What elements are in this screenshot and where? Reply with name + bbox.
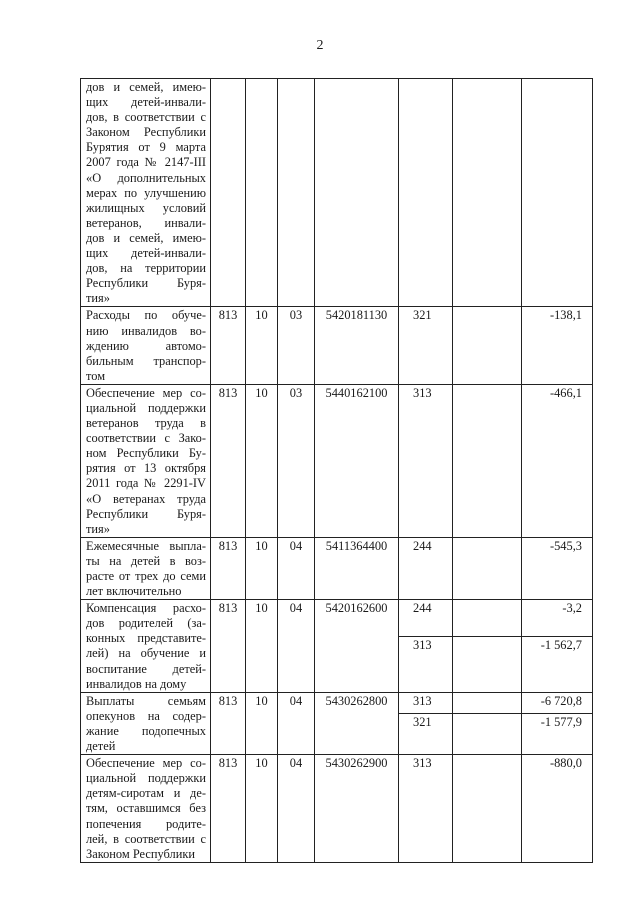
- description-line: циальной поддержки: [86, 771, 206, 786]
- expense-type-cell: 313: [399, 636, 453, 692]
- description-cell: [81, 384, 211, 537]
- description-line: рятия от 13 октября: [86, 461, 206, 476]
- subsection-code-cell: 04: [278, 537, 315, 599]
- amount-cell: -3,2: [522, 600, 593, 637]
- description-line: Республики Буря-: [86, 276, 206, 291]
- section-code-cell: 10: [246, 600, 278, 693]
- table-row: [81, 755, 593, 863]
- description-line: лей) на обучение и: [86, 646, 206, 661]
- table-row: [81, 600, 593, 637]
- blank-cell: [453, 755, 522, 863]
- expense-type-cell: 321: [399, 307, 453, 384]
- description-line: тям, оставшимся без: [86, 801, 206, 816]
- description-line: дов и семей, имею-: [86, 80, 206, 94]
- description-line: инвалидов на дому: [86, 676, 187, 691]
- blank-cell: [453, 692, 522, 714]
- description-line: 2011 года № 2291-IV: [86, 476, 206, 491]
- description-line: Бурятия от 9 марта: [86, 140, 206, 155]
- description-line: Расходы по обуче-: [86, 308, 206, 323]
- target-article-cell: 5420162600: [315, 600, 399, 693]
- amount-cell: -138,1: [522, 307, 593, 384]
- amount-cell: -545,3: [522, 537, 593, 599]
- description-line: мерах по улучшению: [86, 185, 206, 200]
- subsection-code-cell: 03: [278, 384, 315, 537]
- blank-cell: [453, 307, 522, 384]
- description-line: ветеранов, инвали-: [86, 215, 206, 230]
- target-article-cell: 5440162100: [315, 384, 399, 537]
- amount-cell: -880,0: [522, 755, 593, 863]
- description-cell: [81, 692, 211, 754]
- blank-cell: [453, 600, 522, 637]
- section-code-cell: 10: [246, 537, 278, 599]
- description-cell: [81, 755, 211, 863]
- description-line: жилищных условий: [86, 200, 206, 215]
- description-line: ном Республики Бу-: [86, 446, 206, 461]
- target-article-cell: 5420181130: [315, 307, 399, 384]
- description-line: конных представите-: [86, 631, 206, 646]
- description-line: дов, в соответствии с: [86, 110, 206, 125]
- description-line: лет включительно: [86, 584, 182, 599]
- description-line: воспитание детей-: [86, 661, 206, 676]
- description-line: Ежемесячные выпла-: [86, 538, 206, 553]
- description-cell: [81, 79, 211, 307]
- description-line: расте от трех до семи: [86, 569, 206, 583]
- amount-cell: [522, 79, 593, 307]
- section-code-cell: 10: [246, 307, 278, 384]
- target-article-cell: 5430262900: [315, 755, 399, 863]
- description-line: «О ветеранах труда: [86, 491, 206, 506]
- description-line: Обеспечение мер со-: [86, 385, 206, 400]
- description-line: детей: [86, 739, 116, 754]
- section-code-cell: 10: [246, 384, 278, 537]
- ministry-code-cell: 813: [211, 600, 246, 693]
- blank-cell: [453, 79, 522, 307]
- amount-cell: -6 720,8: [522, 692, 593, 714]
- amount-cell: -466,1: [522, 384, 593, 537]
- table-row: [81, 384, 593, 537]
- description-line: Выплаты семьям: [86, 693, 206, 708]
- description-cell: [81, 307, 211, 384]
- description-line: ждению автомо-: [86, 338, 206, 353]
- description-line: тия»: [86, 521, 110, 536]
- subsection-code-cell: 03: [278, 307, 315, 384]
- description-line: попечения родите-: [86, 816, 206, 831]
- blank-cell: [453, 714, 522, 755]
- expense-type-cell: 244: [399, 600, 453, 637]
- subsection-code-cell: 04: [278, 692, 315, 754]
- ministry-code-cell: 813: [211, 537, 246, 599]
- section-code-cell: 10: [246, 692, 278, 754]
- expense-type-cell: 244: [399, 537, 453, 599]
- description-line: нию инвалидов во-: [86, 323, 206, 338]
- page-number: 2: [316, 38, 324, 53]
- description-line: 2007 года № 2147-III: [86, 155, 206, 170]
- ministry-code-cell: 813: [211, 384, 246, 537]
- description-line: «О дополнительных: [86, 170, 206, 185]
- expense-type-cell: 313: [399, 384, 453, 537]
- description-line: опекунов на содер-: [86, 708, 206, 723]
- description-line: дов родителей (за-: [86, 616, 206, 631]
- description-line: щих детей-инвали-: [86, 246, 206, 261]
- table-row: [81, 79, 593, 307]
- description-line: дов, на территории: [86, 261, 206, 276]
- blank-cell: [453, 537, 522, 599]
- description-line: Республики Буря-: [86, 506, 206, 521]
- ministry-code-cell: [211, 79, 246, 307]
- description-line: бильным транспор-: [86, 353, 206, 368]
- section-code-cell: 10: [246, 755, 278, 863]
- expense-type-cell: [399, 79, 453, 307]
- amount-cell: -1 562,7: [522, 636, 593, 692]
- description-line: ветеранов труда в: [86, 416, 206, 431]
- section-code-cell: [246, 79, 278, 307]
- subsection-code-cell: 04: [278, 600, 315, 693]
- description-line: Компенсация расхо-: [86, 601, 206, 616]
- description-line: щих детей-инвали-: [86, 95, 206, 110]
- description-line: тия»: [86, 291, 110, 306]
- description-line: Законом Республики: [86, 846, 195, 861]
- description-line: соответствии с Зако-: [86, 431, 206, 446]
- blank-cell: [453, 636, 522, 692]
- description-line: детям-сиротам и де-: [86, 786, 206, 801]
- description-line: дов и семей, имею-: [86, 230, 206, 245]
- expense-type-cell: 321: [399, 714, 453, 755]
- subsection-code-cell: 04: [278, 755, 315, 863]
- expense-type-cell: 313: [399, 692, 453, 714]
- description-line: циальной поддержки: [86, 400, 206, 415]
- description-line: Законом Республики: [86, 125, 206, 140]
- blank-cell: [453, 384, 522, 537]
- ministry-code-cell: 813: [211, 755, 246, 863]
- ministry-code-cell: 813: [211, 692, 246, 754]
- table-row: [81, 537, 593, 599]
- description-line: Обеспечение мер со-: [86, 756, 206, 771]
- description-line: жание подопечных: [86, 723, 206, 738]
- description-cell: [81, 600, 211, 693]
- amount-cell: -1 577,9: [522, 714, 593, 755]
- target-article-cell: [315, 79, 399, 307]
- description-line: ты на детей в воз-: [86, 553, 206, 568]
- description-line: лей, в соответствии с: [86, 831, 206, 846]
- expense-type-cell: 313: [399, 755, 453, 863]
- description-line: том: [86, 368, 106, 383]
- target-article-cell: 5411364400: [315, 537, 399, 599]
- description-cell: [81, 537, 211, 599]
- target-article-cell: 5430262800: [315, 692, 399, 754]
- ministry-code-cell: 813: [211, 307, 246, 384]
- subsection-code-cell: [278, 79, 315, 307]
- table-row: [81, 307, 593, 384]
- table-row: [81, 692, 593, 714]
- budget-table: [80, 78, 593, 863]
